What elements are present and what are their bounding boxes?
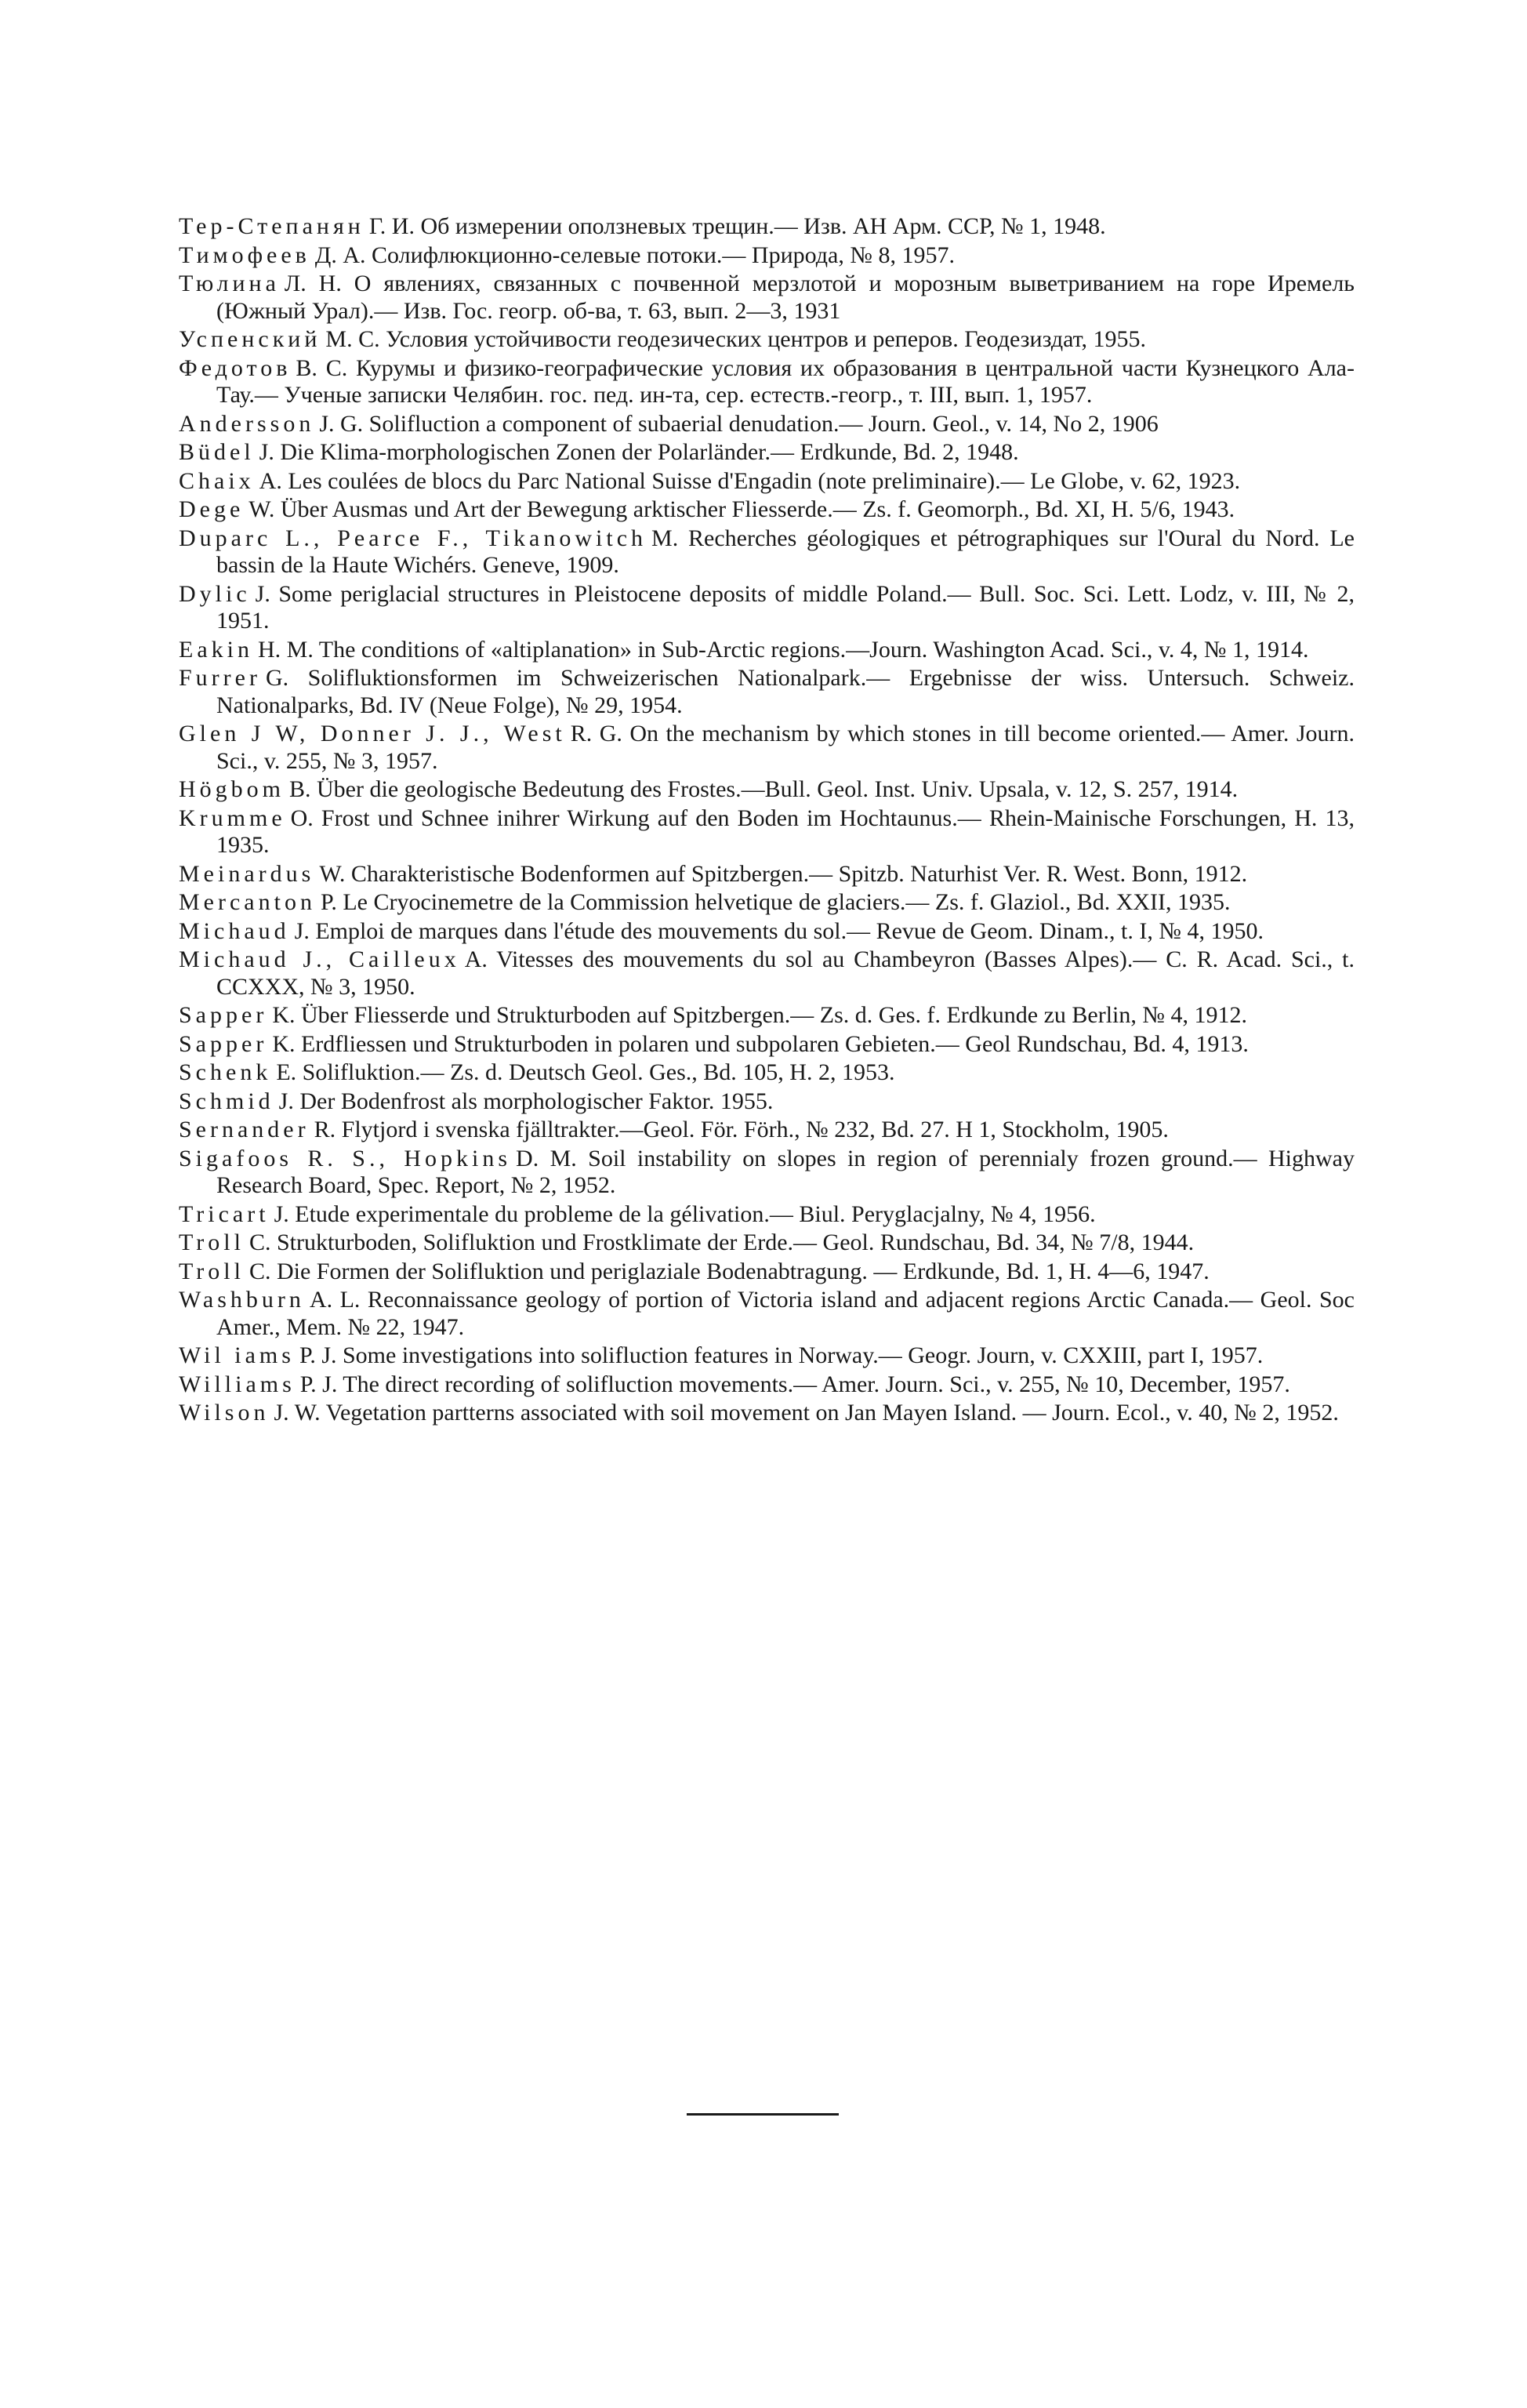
reference-text: М. С. Условия устойчивости геодезических центров и реперов. Геодезиздат, 1955. [325, 326, 1147, 352]
reference-text: Л. Н. О явлениях, связанных с почвенной мерзлотой и морозным выветриванием на горе Иремель (Южный Урал).— Изв. Гос. геогр. об-ва, т. 63, вып. 2—3, 1931 [216, 271, 1355, 324]
reference-text: K. Erdfliessen und Strukturboden in polaren und subpolaren Gebieten.— Geol Rundschau, Bd. 4, 1913. [272, 1030, 1249, 1057]
reference-text: Д. А. Солифлюкционно-селевые потоки.— Природа, № 8, 1957. [314, 242, 955, 268]
reference-entry [179, 271, 1355, 325]
reference-text: Г. И. Об измерении оползневых трещин.— Изв. АН Арм. ССР, № 1, 1948. [368, 213, 1106, 239]
reference-entry [179, 918, 1355, 946]
reference-entry [179, 1146, 1355, 1200]
reference-text: E. Solifluktion.— Zs. d. Deutsch Geol. Ges., Bd. 105, H. 2, 1953. [276, 1059, 895, 1085]
reference-text: C. Strukturboden, Solifluktion und Frostklimate der Erde.— Geol. Rundschau, Bd. 34, № 7/8, 1944. [248, 1229, 1195, 1255]
reference-author: Furrer [179, 665, 261, 691]
reference-author: Krumme [179, 804, 286, 831]
reference-author: Федотов [179, 354, 292, 381]
reference-entry [179, 1342, 1355, 1370]
reference-author: Duparc L., Pearce F., Tikanowitch [179, 525, 647, 551]
reference-entry [179, 665, 1355, 719]
reference-author: Andersson [179, 410, 315, 437]
reference-author: Dege [179, 496, 245, 522]
reference-text: P. J. The direct recording of solifluction movements.— Amer. Journ. Sci., v. 255, № 10, December, 1957. [299, 1371, 1290, 1397]
reference-author: Meinardus [179, 860, 315, 887]
reference-entry [179, 1371, 1355, 1399]
reference-entry [179, 1287, 1355, 1341]
reference-entry [179, 805, 1355, 859]
reference-author: Eakin [179, 636, 253, 663]
reference-author: Sapper [179, 1002, 268, 1028]
reference-text: D. M. Soil instability on slopes in region of perennialy frozen ground.— Highway Research Board, Spec. Report, № 2, 1952. [216, 1145, 1355, 1198]
reference-author: Michaud [179, 917, 290, 944]
reference-text: A. L. Reconnaissance geology of portion of Victoria island and adjacent regions Arctic Canada.— Geol. Soc Amer., Mem. № 22, 1947. [216, 1287, 1355, 1340]
reference-list [179, 213, 1355, 1429]
reference-author: Schenk [179, 1059, 272, 1085]
reference-text: G. Solifluktionsformen im Schweizerischen Nationalpark.— Ergebnisse der wiss. Untersuch. Schweiz. Nationalparks, Bd. IV (Neue Folge), № 29, 1954. [216, 665, 1355, 718]
reference-text: J. G. Solifluction a component of subaerial denudation.— Journ. Geol., v. 14, No 2, 1906 [319, 410, 1159, 437]
reference-text: M. Recherches géologiques et pétrographiques sur l'Oural du Nord. Le bassin de la Haute Wichérs. Geneve, 1909. [216, 525, 1355, 578]
reference-entry [179, 411, 1355, 438]
reference-text: B. Über die geologische Bedeutung des Frostes.—Bull. Geol. Inst. Univ. Upsala, v. 12, S. 257, 1914. [289, 776, 1239, 802]
reference-entry [179, 1229, 1355, 1257]
reference-author: Williams [179, 1371, 296, 1397]
reference-text: R. Flytjord i svenska fjälltrakter.—Geol. För. Förh., № 232, Bd. 27. H 1, Stockholm, 1905. [314, 1117, 1169, 1142]
reference-author: Mercanton [179, 889, 316, 915]
reference-author: Sernander [179, 1117, 310, 1142]
reference-author: Dylic [179, 580, 251, 607]
reference-text: W. Charakteristische Bodenformen auf Spitzbergen.— Spitzb. Naturhist Ver. R. West. Bonn, 1912. [319, 860, 1248, 887]
reference-text: В. С. Курумы и физико-географические условия их образования в центральной части Кузнецкого Ала-Тау.— Ученые записки Челябин. гос. пед. ин-та, сер. естеств.-геогр., т. III, вып. 1, 1957. [216, 354, 1355, 408]
reference-text: R. G. On the mechanism by which stones in till become oriented.— Amer. Journ. Sci., v. 255, № 3, 1957. [216, 721, 1355, 774]
reference-text: J. Die Klima-morphologischen Zonen der Polarländer.— Erdkunde, Bd. 2, 1948. [259, 439, 1019, 465]
reference-author: Troll [179, 1229, 245, 1255]
reference-entry [179, 889, 1355, 917]
reference-author: Chaix [179, 467, 255, 494]
reference-author: Högbom [179, 776, 285, 802]
reference-author: Michaud J., Cailleux [179, 946, 460, 972]
reference-entry [179, 525, 1355, 579]
reference-entry [179, 326, 1355, 354]
reference-entry [179, 242, 1355, 270]
reference-text: P. J. Some investigations into solifluction features in Norway.— Geogr. Journ, v. CXXIII, part I, 1957. [299, 1342, 1264, 1368]
reference-text: K. Über Fliesserde und Strukturboden auf Spitzbergen.— Zs. d. Ges. f. Erdkunde zu Berlin, № 4, 1912. [272, 1002, 1247, 1028]
reference-author: Glen J W, Donner J. J., West [179, 721, 566, 746]
closing-rule [687, 2113, 839, 2116]
reference-entry [179, 861, 1355, 888]
reference-text: W. Über Ausmas und Art der Bewegung arktischer Fliesserde.— Zs. f. Geomorph., Bd. XI, H. 5/6, 1943. [248, 496, 1235, 522]
reference-entry [179, 468, 1355, 496]
reference-text: H. M. The conditions of «altiplanation» in Sub-Arctic regions.—Journ. Washington Acad. Sci., v. 4, № 1, 1914. [257, 636, 1309, 663]
reference-author: Успенский [179, 326, 321, 352]
reference-author: Büdel [179, 439, 255, 465]
reference-entry [179, 1031, 1355, 1059]
reference-entry [179, 213, 1355, 241]
reference-entry [179, 1088, 1355, 1116]
reference-author: Тюлина [179, 271, 280, 296]
reference-entry [179, 1400, 1355, 1427]
reference-text: J. W. Vegetation partterns associated with soil movement on Jan Mayen Island. — Journ. Ecol., v. 40, № 2, 1952. [274, 1400, 1339, 1426]
reference-author: Schmid [179, 1088, 274, 1114]
reference-entry [179, 439, 1355, 467]
reference-entry [179, 637, 1355, 664]
reference-entry [179, 1002, 1355, 1030]
reference-entry [179, 581, 1355, 635]
reference-entry [179, 1258, 1355, 1286]
reference-text: A. Vitesses des mouvements du sol au Chambeyron (Basses Alpes).— C. R. Acad. Sci., t. CCXXX, № 3, 1950. [216, 946, 1355, 1000]
reference-text: J. Emploi de marques dans l'étude des mouvements du sol.— Revue de Geom. Dinam., t. I, № 4, 1950. [294, 917, 1264, 944]
reference-text: O. Frost und Schnee inihrer Wirkung auf den Boden im Hochtaunus.— Rhein-Mainische Forschungen, H. 13, 1935. [216, 804, 1355, 858]
reference-text: C. Die Formen der Solifluktion und periglaziale Bodenabtragung. — Erdkunde, Bd. 1, H. 4—6, 1947. [248, 1258, 1210, 1284]
reference-text: J. Der Bodenfrost als morphologischer Faktor. 1955. [278, 1088, 774, 1114]
reference-entry [179, 1201, 1355, 1229]
reference-entry [179, 946, 1355, 1001]
reference-author: Sapper [179, 1030, 268, 1057]
reference-text: P. Le Cryocinemetre de la Commission helvetique de glaciers.— Zs. f. Glaziol., Bd. XXII, 1935. [320, 889, 1231, 915]
reference-entry [179, 721, 1355, 775]
reference-author: Тер-Степанян [179, 213, 365, 239]
reference-author: Тимофеев [179, 242, 310, 268]
reference-entry [179, 1117, 1355, 1144]
reference-entry [179, 776, 1355, 804]
reference-text: J. Etude experimentale du probleme de la gélivation.— Biul. Peryglacjalny, № 4, 1956. [274, 1200, 1096, 1227]
reference-text: A. Les coulées de blocs du Parc National Suisse d'Engadin (note preliminaire).— Le Globe, v. 62, 1923. [259, 467, 1241, 494]
reference-text: J. Some periglacial structures in Pleistocene deposits of middle Poland.— Bull. Soc. Sci. Lett. Lodz, v. III, № 2, 1951. [216, 580, 1355, 634]
reference-author: Wil iams [179, 1342, 295, 1368]
reference-author: Washburn [179, 1287, 305, 1313]
reference-author: Sigafoos R. S., Hopkins [179, 1145, 512, 1171]
reference-author: Tricart [179, 1200, 270, 1227]
reference-entry [179, 355, 1355, 409]
reference-entry [179, 1059, 1355, 1087]
reference-author: Troll [179, 1258, 245, 1284]
reference-entry [179, 496, 1355, 524]
reference-author: Wilson [179, 1400, 270, 1426]
